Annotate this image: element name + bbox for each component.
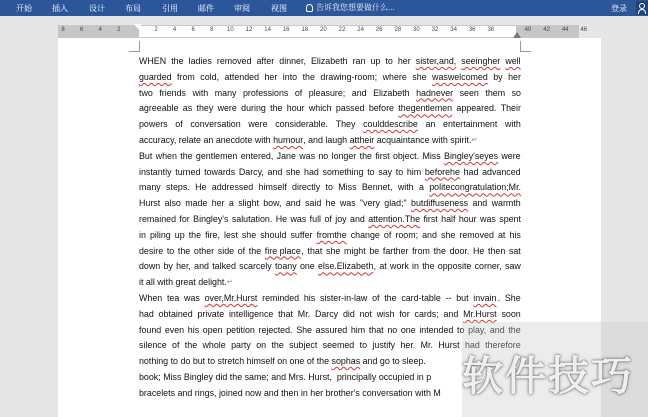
spelling-error[interactable]: invain xyxy=(473,292,497,303)
ruler-tick-label: 24 xyxy=(357,27,364,33)
spelling-error[interactable]: sister,and, xyxy=(415,56,457,66)
ruler-tick-label: 14 xyxy=(264,27,271,33)
horizontal-ruler[interactable] xyxy=(58,25,588,38)
margin-corner-marker xyxy=(520,41,531,52)
spelling-error[interactable]: attention.The xyxy=(368,213,421,224)
ruler-tick-label: 40 xyxy=(524,27,532,33)
spelling-error[interactable]: butdiffuseness xyxy=(411,198,469,209)
spelling-error[interactable]: seeingher xyxy=(461,56,501,66)
ruler-tick-label: 10 xyxy=(227,27,234,33)
text-line: desire to the other side of the fire place , that she might be farther from the door. He then sat xyxy=(139,244,521,260)
spelling-error[interactable]: hadnever xyxy=(416,87,454,98)
tab-mailings[interactable]: 邮件 xyxy=(198,4,214,13)
spelling-error[interactable]: fire place xyxy=(264,245,301,256)
text-line: Hurst also made her a slight bow, and said he was "very glad;" butdiffuseness and warmth xyxy=(139,196,521,212)
text-line: guarded from cold, attended her into the drawing-room; where she waswelcomed by her xyxy=(139,70,521,86)
ruler-tick-label: 22 xyxy=(338,27,346,33)
spelling-error[interactable]: Bingley'seyes xyxy=(444,150,499,161)
tab-references[interactable]: 引用 xyxy=(162,4,178,13)
text-line: book; Miss Bingley did the same; and Mrs. Hurst, principally occupied in p xyxy=(139,371,432,382)
ruler-tick-label: 16 xyxy=(282,27,290,33)
text-line: WHEN the ladies removed after dinner, Elizabeth ran up to her sister,and, seeingher well xyxy=(139,54,521,70)
tab-view[interactable]: 视图 xyxy=(271,4,287,13)
tab-design[interactable]: 设计 xyxy=(89,4,105,13)
person-icon[interactable] xyxy=(636,1,648,15)
spelling-error[interactable]: Mr.Hurst xyxy=(463,308,497,319)
text-line: two friends with many professions of pleasure; and Elizabeth hadnever seen them so xyxy=(139,86,521,102)
tab-review[interactable]: 审阅 xyxy=(234,4,250,13)
ruler-tick-label: 6 xyxy=(191,27,195,33)
tab-layout[interactable]: 布局 xyxy=(125,4,141,13)
ruler-tick-label: 36 xyxy=(468,27,476,33)
text-line: many steps. He addressed himself directly to Miss Bennet, with a politecongratulation;Mr. xyxy=(139,180,521,196)
lightbulb-icon xyxy=(306,4,313,12)
spelling-error[interactable]: guarded xyxy=(139,71,172,82)
ruler-tick-label: 38 xyxy=(487,27,495,33)
ruler-tick-label: 26 xyxy=(375,27,383,33)
text-line: it all with great delight. ↵ xyxy=(139,275,521,291)
text-line: But when the gentlemen entered, Jane was no longer the first object. Miss Bingley'seyes were xyxy=(139,149,521,165)
spelling-error[interactable]: fromthe xyxy=(316,229,347,240)
tab-home[interactable]: 开始 xyxy=(16,4,32,13)
spelling-error[interactable]: well xyxy=(505,56,521,66)
text-line: When tea was over,Mr.Hurst reminded his sister-in-law of the card-table -- but invain . She xyxy=(139,291,521,307)
ruler-tick-label: 6 xyxy=(79,27,84,33)
ruler-tick-label: 42 xyxy=(543,27,550,33)
watermark-logo: 软件技巧 xyxy=(462,352,634,400)
margin-corner-marker xyxy=(129,41,140,52)
text-line: powers of conversation were considerable. They coulddescribe an entertainment with xyxy=(139,117,521,133)
text-line: found even his open petition rejected. She assured him that no one intended to play, and the xyxy=(139,324,521,335)
spelling-error[interactable]: thegentlemen xyxy=(398,103,453,114)
text-line: accuracy, relate an anecdote with humour , and laugh attheir acquaintance with spirit. ↵ xyxy=(139,133,521,149)
text-line: agreeable as they were during the hour which passed before thegentlemen appeared. Their xyxy=(139,101,521,117)
ruler-tick-label: 4 xyxy=(98,27,102,33)
ruler-tick-label: 12 xyxy=(245,27,253,33)
spelling-error[interactable]: humour xyxy=(273,134,304,145)
tell-me-text: 告诉我您想要做什么... xyxy=(316,3,395,12)
ruler-tick-label: 44 xyxy=(561,27,569,33)
text-line: nothing to do but to stretch himself on one of the sophas and go to sleep. xyxy=(139,354,521,370)
ruler-tick-label: 34 xyxy=(450,27,457,33)
ruler-tick-label: 30 xyxy=(413,27,420,33)
first-line-indent-marker[interactable] xyxy=(134,24,142,29)
spelling-error[interactable]: sophas xyxy=(331,356,361,367)
ruler-tick-label: 20 xyxy=(320,27,327,33)
paragraph-mark: ↵ xyxy=(471,136,478,144)
text-line: bracelets and rings, joined now and then in her brother's conversation with M xyxy=(139,387,441,398)
text-line: down by her, and talked scarcely toany one else.Elizabeth , at work in the opposite corner, saw xyxy=(139,259,521,275)
spelling-error[interactable]: over,Mr.Hurst xyxy=(204,292,258,303)
ribbon-tab-bar xyxy=(0,0,648,16)
spelling-error[interactable]: coulddescribe xyxy=(363,119,418,130)
spelling-error[interactable]: beforehe xyxy=(424,166,460,177)
text-line: in piling up the fire, lest she should suffer fromthe change of room; and she removed at his xyxy=(139,228,521,244)
ruler-tick-label: 2 xyxy=(154,27,158,33)
ruler-tick-label: 8 xyxy=(210,27,214,33)
login-link[interactable]: 登录 xyxy=(611,4,627,13)
spelling-error[interactable]: else.Elizabeth xyxy=(318,261,374,272)
text-line: had obtained private intelligence that Mr. Darcy did not wish for cards; and Mr.Hurst soon xyxy=(139,307,521,323)
text-line: remained for Bingley's salutation. He was full of joy and attention.The first half hour was spent xyxy=(139,212,521,228)
text-line: silence of the whole party on the subject seemed to justify her. Mr. Hurst had therefore xyxy=(139,340,521,351)
text-line: instantly turned towards Darcy, and she had something to say to him beforehe had advanced xyxy=(139,165,521,181)
tell-me-box[interactable] xyxy=(306,2,395,13)
ruler-tick-label: 18 xyxy=(301,27,309,33)
spelling-error[interactable]: politecongratulation;Mr. xyxy=(429,182,521,193)
paragraph-mark: ↵ xyxy=(226,279,233,287)
tab-insert[interactable]: 插入 xyxy=(52,4,68,13)
ruler-tick-label: 2 xyxy=(117,27,121,33)
ruler-tick-label: 32 xyxy=(431,27,439,33)
ruler-tick-label: 4 xyxy=(172,27,177,33)
ruler-tick-label: 8 xyxy=(61,27,65,33)
spelling-error[interactable]: waswelcomed xyxy=(432,71,488,82)
ruler-tick-label: 28 xyxy=(394,27,402,33)
ruler-tick-label: 46 xyxy=(580,27,588,33)
spelling-error[interactable]: toany xyxy=(274,261,297,272)
spelling-error[interactable]: attheir xyxy=(349,134,375,145)
